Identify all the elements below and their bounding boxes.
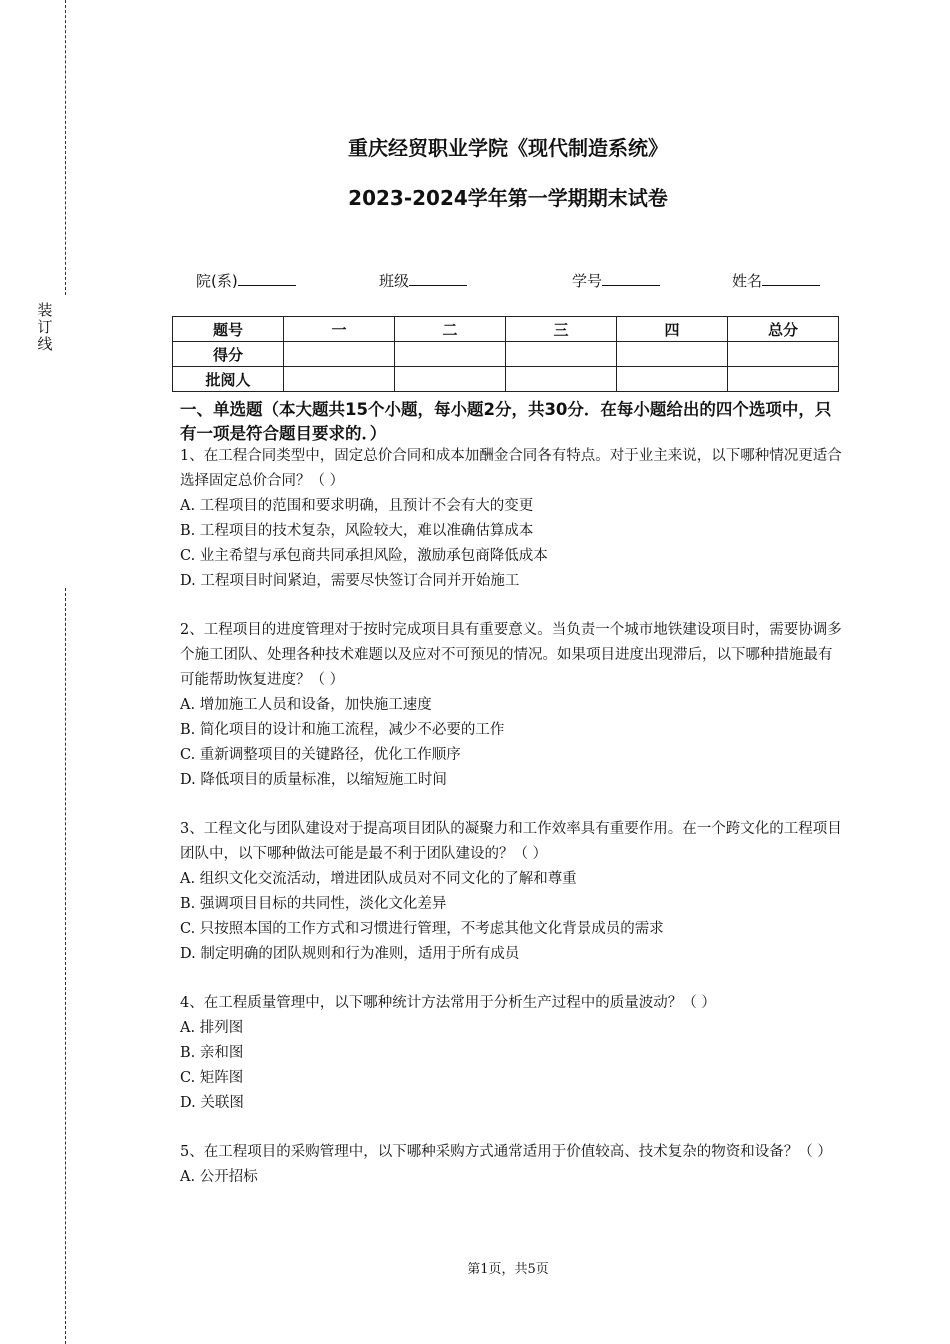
reviewer-cell[interactable]	[284, 367, 395, 392]
question-item	[180, 444, 845, 594]
score-table-header-cell: 四	[617, 317, 728, 342]
class-blank[interactable]	[409, 271, 467, 286]
question-option: C. 重新调整项目的关键路径，优化工作顺序	[180, 747, 461, 763]
reviewer-row	[173, 367, 839, 392]
score-cell[interactable]	[506, 342, 617, 367]
score-table-header-row	[173, 317, 839, 342]
question-option: C. 矩阵图	[180, 1070, 244, 1086]
question-list	[180, 444, 845, 1214]
question-option: D. 关联图	[180, 1095, 244, 1111]
question-stem: 5、在工程项目的采购管理中，以下哪种采购方式通常适用于价值较高、技术复杂的物资和设备？（ ）	[180, 1144, 832, 1160]
score-cell[interactable]	[284, 342, 395, 367]
question-option: B. 简化项目的设计和施工流程，减少不必要的工作	[180, 722, 505, 738]
question-stem: 2、工程项目的进度管理对于按时完成项目具有重要意义。当负责一个城市地铁建设项目时，需要协调多个施工团队、处理各种技术难题以及应对不可预见的情况。如果项目进度出现滞后，以下哪种措施最有可能帮助恢复进度？（ ）	[180, 622, 842, 688]
question-option: A. 增加施工人员和设备，加快施工速度	[180, 697, 432, 713]
question-option: C. 业主希望与承包商共同承担风险，激励承包商降低成本	[180, 548, 548, 564]
reviewer-cell[interactable]	[728, 367, 839, 392]
question-item	[180, 1140, 845, 1190]
department-field[interactable]	[196, 270, 296, 291]
exam-title: 重庆经贸职业学院《现代制造系统》	[348, 136, 668, 160]
question-option: C. 只按照本国的工作方式和习惯进行管理，不考虑其他文化背景成员的需求	[180, 921, 664, 937]
score-table-header-cell: 总分	[728, 317, 839, 342]
question-option: B. 工程项目的技术复杂，风险较大，难以准确估算成本	[180, 523, 534, 539]
question-option: D. 工程项目时间紧迫，需要尽快签订合同并开始施工	[180, 573, 520, 589]
question-option: D. 降低项目的质量标准，以缩短施工时间	[180, 772, 447, 788]
student-id-label: 学号	[572, 272, 603, 290]
question-option: D. 制定明确的团队规则和行为准则，适用于所有成员	[180, 946, 520, 962]
score-table-header-cell: 三	[506, 317, 617, 342]
student-id-field[interactable]	[572, 270, 660, 291]
question-option: A. 工程项目的范围和要求明确，且预计不会有大的变更	[180, 498, 534, 514]
reviewer-row-label: 批阅人	[173, 367, 284, 392]
reviewer-cell[interactable]	[617, 367, 728, 392]
question-item	[180, 817, 845, 967]
score-table-header-cell: 二	[395, 317, 506, 342]
score-cell[interactable]	[395, 342, 506, 367]
class-label: 班级	[379, 272, 410, 290]
score-table	[172, 316, 839, 392]
binding-line-bottom	[65, 588, 66, 1344]
score-cell[interactable]	[617, 342, 728, 367]
department-label: 院(系)	[196, 272, 238, 290]
score-row-label: 得分	[173, 342, 284, 367]
binding-label: 装订线	[37, 301, 53, 353]
score-row	[173, 342, 839, 367]
reviewer-cell[interactable]	[395, 367, 506, 392]
score-table-header-cell: 一	[284, 317, 395, 342]
question-option: A. 公开招标	[180, 1169, 258, 1185]
section-heading: 一、单选题（本大题共15个小题，每小题2分，共30分．在每小题给出的四个选项中，只有一项是符合题目要求的．）	[180, 400, 832, 443]
class-field[interactable]	[379, 270, 467, 291]
page-footer: 第1页，共5页	[467, 1262, 549, 1277]
question-option: A. 组织文化交流活动，增进团队成员对不同文化的了解和尊重	[180, 871, 577, 887]
name-field[interactable]	[732, 270, 820, 291]
reviewer-cell[interactable]	[506, 367, 617, 392]
question-option: A. 排列图	[180, 1020, 244, 1036]
question-stem: 1、在工程合同类型中，固定总价合同和成本加酬金合同各有特点。对于业主来说，以下哪种情况更适合选择固定总价合同？（ ）	[180, 448, 842, 489]
question-option: B. 强调项目目标的共同性，淡化文化差异	[180, 896, 447, 912]
question-stem: 3、工程文化与团队建设对于提高项目团队的凝聚力和工作效率具有重要作用。在一个跨文化的工程项目团队中，以下哪种做法可能是最不利于团队建设的？（ ）	[180, 821, 842, 862]
score-table-header-cell: 题号	[173, 317, 284, 342]
question-stem: 4、在工程质量管理中，以下哪种统计方法常用于分析生产过程中的质量波动？（ ）	[180, 995, 716, 1011]
question-option: B. 亲和图	[180, 1045, 244, 1061]
name-blank[interactable]	[762, 271, 820, 286]
department-blank[interactable]	[238, 271, 296, 286]
student-id-blank[interactable]	[602, 271, 660, 286]
question-item	[180, 991, 845, 1116]
score-cell[interactable]	[728, 342, 839, 367]
name-label: 姓名	[732, 272, 763, 290]
question-item	[180, 618, 845, 793]
exam-subtitle: 2023-2024学年第一学期期末试卷	[348, 186, 668, 210]
